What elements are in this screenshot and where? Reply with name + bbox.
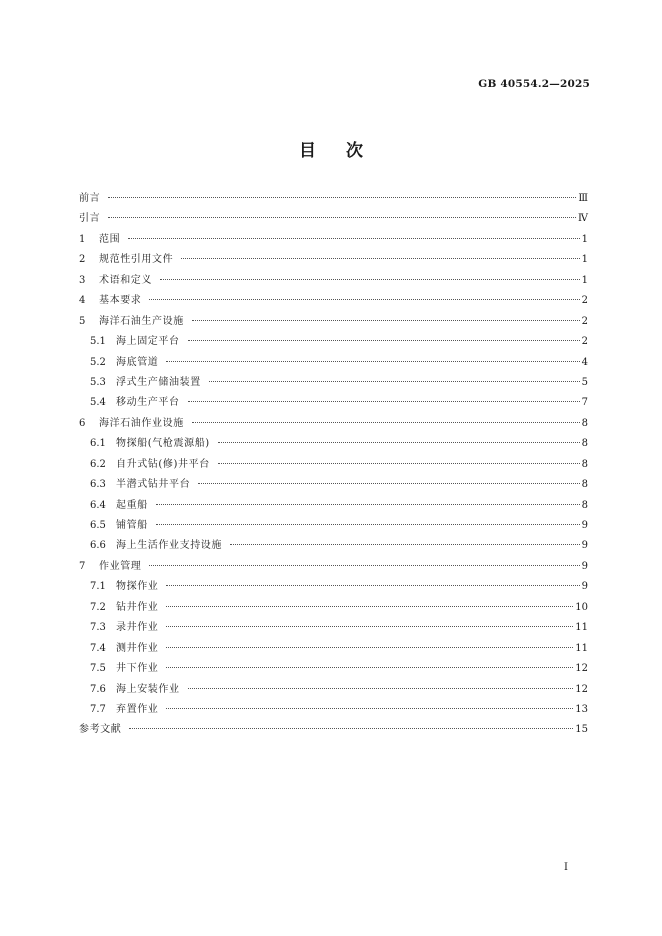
toc-entry-label: 测井作业 — [116, 642, 159, 654]
toc-entry-label: 起重船 — [116, 499, 148, 511]
dot-leader — [166, 585, 579, 586]
toc-entry-number: 4 — [79, 295, 86, 307]
toc-entry-label: 术语和定义 — [99, 274, 152, 286]
toc-entry-label: 弃置作业 — [116, 703, 159, 715]
dot-leader — [160, 279, 580, 280]
toc-entry-label: 移动生产平台 — [116, 397, 180, 409]
toc-entry-label: 钻井作业 — [116, 601, 159, 613]
toc-entry-page: 2 — [581, 315, 588, 327]
toc-entry[interactable] — [79, 618, 588, 638]
toc-entry-number: 5.1 — [90, 336, 106, 348]
toc-entry[interactable] — [79, 496, 588, 516]
dot-leader — [129, 728, 573, 729]
toc-entry-label: 海洋石油生产设施 — [99, 315, 184, 327]
toc-entry[interactable] — [79, 291, 588, 311]
toc-entry-page: 5 — [581, 376, 588, 388]
toc-entry[interactable] — [79, 455, 588, 475]
toc-entry-label: 海上固定平台 — [116, 336, 180, 348]
toc-entry[interactable] — [79, 332, 588, 352]
toc-entry[interactable] — [79, 639, 588, 659]
toc-entry-page: 9 — [581, 581, 588, 593]
toc-entry-page: Ⅲ — [578, 193, 588, 204]
toc-entry[interactable] — [79, 414, 588, 434]
toc-entry[interactable] — [79, 536, 588, 556]
dot-leader — [149, 565, 579, 566]
toc-entry-page: 7 — [581, 397, 588, 409]
toc-entry-number: 5.4 — [90, 397, 106, 409]
toc-entry-label: 范围 — [99, 233, 121, 245]
dot-leader — [166, 647, 573, 648]
toc-entry-label: 参考文献 — [79, 724, 122, 736]
toc-entry-label: 海上生活作业支持设施 — [116, 540, 222, 552]
toc-entry[interactable] — [79, 312, 588, 332]
toc-entry-page: 12 — [575, 663, 588, 675]
toc-entry[interactable] — [79, 250, 588, 270]
toc-entry-number: 6.1 — [90, 438, 106, 450]
toc-entry-page: 13 — [575, 703, 588, 715]
toc-entry-number: 7.6 — [90, 683, 106, 695]
footer-page-number: I — [564, 862, 568, 873]
dot-leader — [192, 422, 580, 423]
toc-entry-label: 引言 — [79, 213, 101, 225]
toc-entry-label: 基本要求 — [99, 295, 142, 307]
dot-leader — [156, 504, 580, 505]
toc-entry-number: 7.2 — [90, 601, 106, 613]
toc-entry-number: 7.1 — [90, 581, 106, 593]
toc-entry[interactable] — [79, 680, 588, 700]
toc-entry-number: 7.3 — [90, 622, 106, 634]
toc-entry-page: Ⅳ — [578, 213, 588, 225]
toc-entry-label: 作业管理 — [99, 560, 142, 572]
dot-leader — [166, 606, 573, 607]
toc-entry-page: 11 — [575, 642, 588, 654]
dot-leader — [166, 667, 573, 668]
toc-entry-number: 6.4 — [90, 499, 106, 511]
toc-entry[interactable] — [79, 659, 588, 679]
dot-leader — [192, 320, 580, 321]
toc-entry-number: 6.6 — [90, 540, 106, 552]
toc-entry-number: 7.5 — [90, 663, 106, 675]
toc-entry-label: 物探船(气枪震源船) — [116, 438, 210, 450]
toc-entry-page: 11 — [575, 622, 588, 634]
toc-entry-page: 8 — [581, 499, 588, 511]
toc-entry[interactable] — [79, 516, 588, 536]
toc-entry[interactable] — [79, 598, 588, 618]
toc-entry-page: 15 — [575, 724, 588, 736]
dot-leader — [188, 340, 580, 341]
toc-entry-label: 井下作业 — [116, 663, 159, 675]
toc-entry-label: 海洋石油作业设施 — [99, 417, 184, 429]
toc-entry[interactable] — [79, 271, 588, 291]
toc-entry[interactable] — [79, 230, 588, 250]
toc-entry-label: 前言 — [79, 193, 101, 204]
toc-entry-number: 6.2 — [90, 458, 106, 470]
toc-entry-number: 7.4 — [90, 642, 106, 654]
toc-entry-page: 4 — [581, 356, 588, 368]
document-code: GB 40554.2—2025 — [478, 78, 590, 90]
toc-entry-label: 浮式生产储油装置 — [116, 376, 201, 388]
toc-entry[interactable] — [79, 577, 588, 597]
toc-entry-page: 1 — [581, 274, 588, 286]
dot-leader — [149, 299, 579, 300]
dot-leader — [188, 688, 574, 689]
dot-leader — [166, 708, 573, 709]
toc-entry[interactable] — [79, 209, 588, 229]
toc-entry-label: 物探作业 — [116, 581, 159, 593]
toc-entry-page: 9 — [581, 520, 588, 531]
dot-leader — [230, 544, 580, 545]
toc-entry-page: 10 — [575, 601, 588, 613]
toc-entry-number: 5 — [79, 315, 86, 327]
dot-leader — [218, 442, 580, 443]
toc-entry-number: 7 — [79, 560, 86, 572]
toc-entry-page: 9 — [581, 560, 588, 572]
dot-leader — [209, 381, 580, 382]
toc-entry-page: 2 — [581, 295, 588, 307]
toc-entry-page: 12 — [575, 683, 588, 695]
toc-entry-number: 6.5 — [90, 520, 106, 531]
toc-entry-number: 5.2 — [90, 356, 106, 368]
dot-leader — [108, 217, 576, 218]
toc-entry-number: 6.3 — [90, 479, 106, 491]
toc-entry-page: 8 — [581, 438, 588, 450]
toc-entry-page: 1 — [581, 254, 588, 266]
toc-entry-number: 3 — [79, 274, 86, 286]
toc-entry[interactable] — [79, 557, 588, 577]
toc-entry-page: 8 — [581, 417, 588, 429]
toc-entry[interactable] — [79, 720, 588, 740]
toc-entry-page: 8 — [581, 458, 588, 470]
dot-leader — [166, 361, 579, 362]
toc-entry-number: 7.7 — [90, 703, 106, 715]
toc-entry-page: 8 — [581, 479, 588, 491]
toc-entry-page: 9 — [581, 540, 588, 552]
toc-entry-label: 海上安装作业 — [116, 683, 180, 695]
toc-entry-label: 录井作业 — [116, 622, 159, 634]
dot-leader — [156, 524, 580, 525]
toc-entry-label: 半潜式钻井平台 — [116, 479, 191, 491]
toc-entry[interactable] — [79, 393, 588, 413]
toc-entry-number: 6 — [79, 417, 86, 429]
toc-entry-label: 自升式钻(修)井平台 — [116, 458, 210, 470]
toc-entry-number: 5.3 — [90, 376, 106, 388]
dot-leader — [218, 463, 580, 464]
toc-entry[interactable] — [79, 373, 588, 393]
dot-leader — [108, 197, 576, 198]
toc-entry-label: 铺管船 — [116, 520, 148, 531]
toc-entry-page: 1 — [581, 233, 588, 245]
dot-leader — [166, 626, 573, 627]
dot-leader — [128, 238, 579, 239]
dot-leader — [181, 258, 579, 259]
toc-entry-page: 2 — [581, 336, 588, 348]
toc-entry[interactable] — [79, 434, 588, 454]
toc-entry[interactable] — [79, 189, 588, 209]
page-title: 目次 — [299, 141, 393, 161]
toc-entry-number: 1 — [79, 233, 86, 245]
table-of-contents — [79, 189, 588, 741]
toc-entry[interactable] — [79, 475, 588, 495]
dot-leader — [188, 401, 580, 402]
toc-entry-label: 海底管道 — [116, 356, 159, 368]
toc-entry[interactable] — [79, 353, 588, 373]
toc-entry-label: 规范性引用文件 — [99, 254, 174, 266]
toc-entry[interactable] — [79, 700, 588, 720]
dot-leader — [198, 483, 579, 484]
toc-entry-number: 2 — [79, 254, 86, 266]
